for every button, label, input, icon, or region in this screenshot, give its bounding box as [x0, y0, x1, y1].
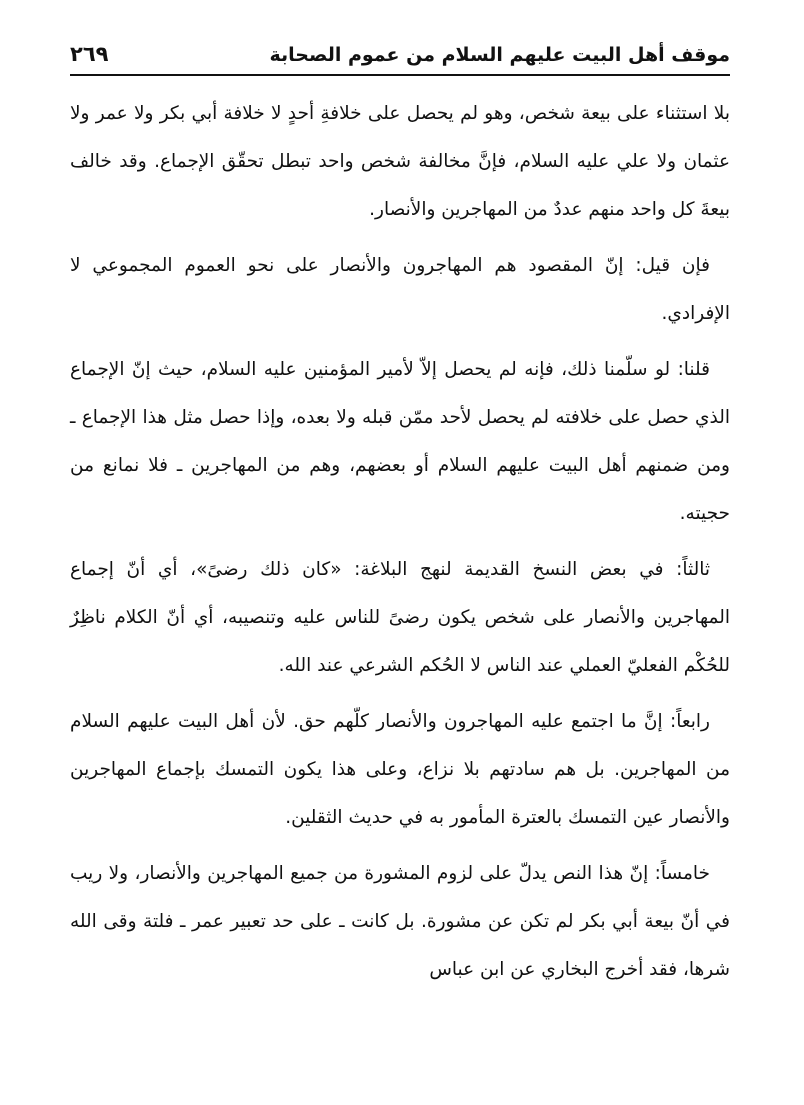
- book-page: [70, 26, 730, 1002]
- page-body: [70, 90, 730, 994]
- paragraph-1: بلا استثناء على بيعة شخص، وهو لم يحصل على خلافةِ أحدٍ لا خلافة أبي بكر ولا عمر ولا عثمان ولا علي عليه السلام، فإنَّ مخالفة شخص واحد تبطل تحقّق الإجماع. وقد خالف بيعةَ كل واحد منهم عددٌ من المهاجرين والأنصار.: [70, 103, 730, 220]
- running-title: موقف أهل البيت عليهم السلام من عموم الصحابة: [269, 44, 730, 66]
- paragraph-4: ثالثاً: في بعض النسخ القديمة لنهج البلاغة: «كان ذلك رضىً»، أي أنّ إجماع المهاجرين والأنصار على شخص يكون رضىً للناس عليه وتنصيبه، أي أنّ الكلام ناظِرٌ للحُكْم الفعليّ العملي عند الناس لا الحُكم الشرعي عند الله.: [70, 559, 730, 676]
- paragraph-2: فإن قيل: إنّ المقصود هم المهاجرون والأنصار على نحو العموم المجموعي لا الإفرادي.: [70, 255, 730, 324]
- page-header: [70, 26, 730, 66]
- paragraph-3: قلنا: لو سلّمنا ذلك، فإنه لم يحصل إلاّ لأمير المؤمنين عليه السلام، حيث إنّ الإجماع الذي حصل على خلافته لم يحصل لأحد ممّن قبله ولا بعده، وإذا حصل مثل هذا الإجماع ـ ومن ضمنهم أهل البيت عليهم السلام أو بعضهم، وهم من المهاجرين ـ فلا نمانع من حجيته.: [70, 359, 730, 524]
- header-rule: [70, 74, 730, 76]
- paragraph-6: خامساً: إنّ هذا النص يدلّ على لزوم المشورة من جميع المهاجرين والأنصار، ولا ريب في أنّ بيعة أبي بكر لم تكن عن مشورة. بل كانت ـ على حد تعبير عمر ـ فلتة وقى الله شرها، فقد أخرج البخاري عن ابن عباس: [70, 863, 730, 980]
- page-number: ٢٦٩: [70, 42, 109, 66]
- paragraph-5: رابعاً: إنَّ ما اجتمع عليه المهاجرون والأنصار كلّهم حق. لأن أهل البيت عليهم السلام من المهاجرين. بل هم سادتهم بلا نزاع، وعلى هذا يكون التمسك بإجماع المهاجرين والأنصار عين التمسك بالعترة المأمور به في حديث الثقلين.: [70, 711, 730, 828]
